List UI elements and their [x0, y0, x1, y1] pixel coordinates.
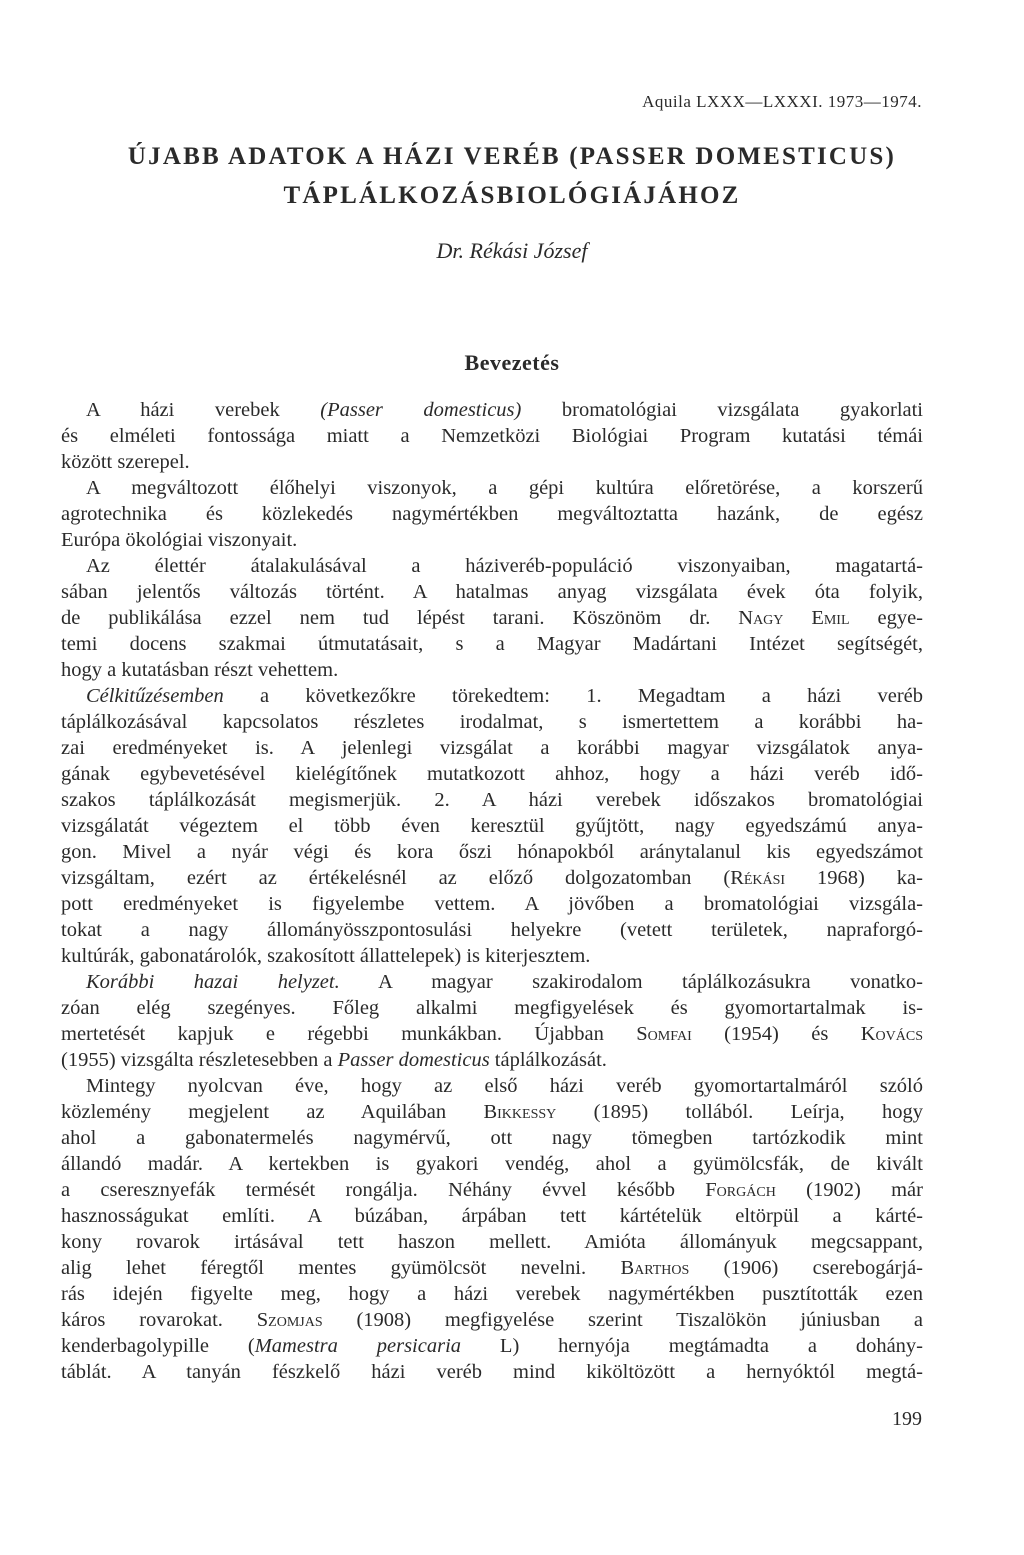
text-span: (1955) vizsgálta részletesebben a [61, 1049, 338, 1071]
text-span: zai eredményeket is. A jelenlegi vizsgálat a korábbi magyar vizsgálatok anya- [61, 737, 923, 759]
text-span: Somfai [636, 1023, 692, 1045]
text-span: ahol a gabonatermelés nagymérvű, ott nagy tömegben tartózkodik mint [61, 1127, 923, 1149]
text-line [61, 735, 923, 761]
text-span: és elméleti fontossága miatt a Nemzetközi Biológiai Program kutatási témái [61, 425, 923, 447]
article-author: Dr. Rékási József [436, 238, 588, 263]
text-span: Az élettér átalakulásával a háziveréb-populáció viszonyaiban, magatartá- [86, 555, 923, 577]
text-span: temi docens szakmai útmutatásait, s a Magyar Madártani Intézet segítségét, [61, 633, 923, 655]
text-span: rás idején figyelte meg, hogy a házi verebek nagymértékben pusztították ezen [61, 1283, 923, 1305]
text-span: sában jelentős változás történt. A hatalmas anyag vizsgálata évek óta folyik, [61, 581, 923, 603]
body-text [61, 397, 923, 1385]
text-line [61, 891, 923, 917]
text-line [61, 761, 923, 787]
text-line [61, 631, 923, 657]
text-line [61, 501, 923, 527]
text-span: alig lehet féregtől mentes gyümölcsöt nevelni. [61, 1257, 621, 1279]
text-line [61, 527, 923, 553]
text-line [61, 787, 923, 813]
text-line [61, 1307, 923, 1333]
text-line [61, 1333, 923, 1359]
text-line [61, 813, 923, 839]
text-line [61, 1255, 923, 1281]
text-line [61, 839, 923, 865]
text-span: kenderbagolypille ( [61, 1335, 255, 1357]
text-line [61, 865, 923, 891]
text-span: bromatológiai vizsgálata gyakorlati [521, 399, 923, 421]
text-span: Mintegy nyolcvan éve, hogy az első házi veréb gyomortartalmáról szóló [86, 1075, 923, 1097]
text-line [61, 449, 923, 475]
text-line [61, 1151, 923, 1177]
text-line [61, 683, 923, 709]
text-span: L) hernyója megtámadta a dohány- [461, 1335, 923, 1357]
text-line [61, 969, 923, 995]
journal-header: Aquila LXXX—LXXXI. 1973—1974. [642, 92, 922, 111]
text-span: táplálkozását. [489, 1049, 607, 1071]
section-heading: Bevezetés [464, 350, 560, 375]
text-span: A megváltozott élőhelyi viszonyok, a gépi kultúra előretörése, a korszerű [86, 477, 923, 499]
text-line [61, 1099, 923, 1125]
text-span: Célkitűzésemben [86, 685, 224, 707]
text-span: Kovács [860, 1023, 923, 1045]
text-span: táplálkozásával kapcsolatos részletes irodalmat, s ismertettem a korábbi ha- [61, 711, 923, 733]
text-line [61, 397, 923, 423]
text-line [61, 657, 923, 683]
page-number: 199 [892, 1408, 922, 1430]
text-span: táblát. A tanyán fészkelő házi veréb mind kiköltözött a hernyóktól megtá- [61, 1361, 923, 1383]
text-line [61, 1073, 923, 1099]
text-span: Passer domesticus [337, 1049, 490, 1071]
text-line [61, 1021, 923, 1047]
text-span: pott eredményeket is figyelembe vettem. A jövőben a bromatológiai vizsgála- [61, 893, 923, 915]
text-span: Európa ökológiai viszonyait. [61, 529, 298, 551]
text-line [61, 1359, 923, 1385]
text-span: gának egybevetésével kielégítőnek mutatkozott ahhoz, hogy a házi veréb idő- [61, 763, 923, 785]
text-span: közlemény megjelent az Aquilában [61, 1101, 484, 1123]
text-span: (1895) tollából. Leírja, hogy [556, 1101, 923, 1123]
text-span: Nagy Emil [738, 607, 850, 629]
text-span: állandó madár. A kertekben is gyakori vendég, ahol a gyümölcsfák, de kivált [61, 1153, 923, 1175]
text-span: (Passer domesticus) [320, 399, 522, 421]
text-span: Bikkessy [483, 1101, 557, 1123]
text-span: Mamestra persicaria [254, 1335, 462, 1357]
text-span: vizsgáltam, ezért az értékelésnél az előző dolgozatomban ( [61, 867, 731, 889]
text-span: szakos táplálkozását megismerjük. 2. A házi verebek időszakos bromatológiai [61, 789, 923, 811]
text-span: mertetését kapjuk e régebbi munkákban. Újabban [61, 1023, 637, 1045]
text-span: (1954) és [691, 1023, 861, 1045]
text-line [61, 1177, 923, 1203]
text-line [61, 995, 923, 1021]
text-line [61, 475, 923, 501]
text-span: a következőkre törekedtem: 1. Megadtam a házi veréb [223, 685, 923, 707]
text-span: a cseresznyefák termését rongálja. Néhány évvel később [61, 1179, 706, 1201]
text-span: káros rovarokat. [61, 1309, 257, 1331]
text-span: Barthos [620, 1257, 690, 1279]
text-span: A magyar szakirodalom táplálkozásukra vonatko- [339, 971, 923, 993]
text-span: kultúrák, gabonatárolók, szakosított állattelepek) is kiterjesztem. [61, 945, 591, 967]
text-line [61, 943, 923, 969]
text-span: (1908) megfigyelése szerint Tiszalökön júniusban a [322, 1309, 923, 1331]
text-line [61, 709, 923, 735]
text-span: között szerepel. [61, 451, 190, 473]
text-span: Szomjas [256, 1309, 323, 1331]
text-line [61, 1281, 923, 1307]
text-line [61, 579, 923, 605]
text-span: kony rovarok irtásával tett haszon mellett. Amióta állományuk megcsappant, [61, 1231, 923, 1253]
text-span: Korábbi hazai helyzet. [86, 971, 340, 993]
text-span: hasznosságukat említi. A búzában, árpában tett kártételük eltörpül a kárté- [61, 1205, 923, 1227]
text-span: tokat a nagy állományösszpontosulási helyekre (vetett területek, napraforgó- [61, 919, 923, 941]
text-span: egye- [849, 607, 923, 629]
text-span: A házi verebek [86, 399, 321, 421]
text-span: vizsgálatát végeztem el több éven keresztül gyűjtött, nagy egyedszámú anya- [61, 815, 923, 837]
text-span: Rékási [730, 867, 786, 889]
text-span: zóan elég szegényes. Főleg alkalmi megfigyelések és gyomortartalmak is- [61, 997, 923, 1019]
text-line [61, 1229, 923, 1255]
text-span: 1968) ka- [785, 867, 923, 889]
article-title-line-2: TÁPLÁLKOZÁSBIOLÓGIÁJÁHOZ [283, 182, 741, 209]
text-line [61, 605, 923, 631]
text-line [61, 1125, 923, 1151]
text-span: gon. Mivel a nyár végi és kora őszi hónapokból aránytalanul kis egyedszámot [61, 841, 923, 863]
text-line [61, 423, 923, 449]
text-span: (1906) cserebogárjá- [689, 1257, 923, 1279]
text-span: Forgách [705, 1179, 776, 1201]
text-span: agrotechnika és közlekedés nagymértékben megváltoztatta hazánk, de egész [61, 503, 923, 525]
text-span: (1902) már [775, 1179, 923, 1201]
text-line [61, 1203, 923, 1229]
text-span: hogy a kutatásban részt vehettem. [61, 659, 339, 681]
text-line [61, 917, 923, 943]
text-span: de publikálása ezzel nem tud lépést tarani. Köszönöm dr. [61, 607, 739, 629]
article-title-line-1: ÚJABB ADATOK A HÁZI VERÉB (PASSER DOMESTICUS) [127, 143, 897, 170]
text-line [61, 553, 923, 579]
text-line [61, 1047, 923, 1073]
